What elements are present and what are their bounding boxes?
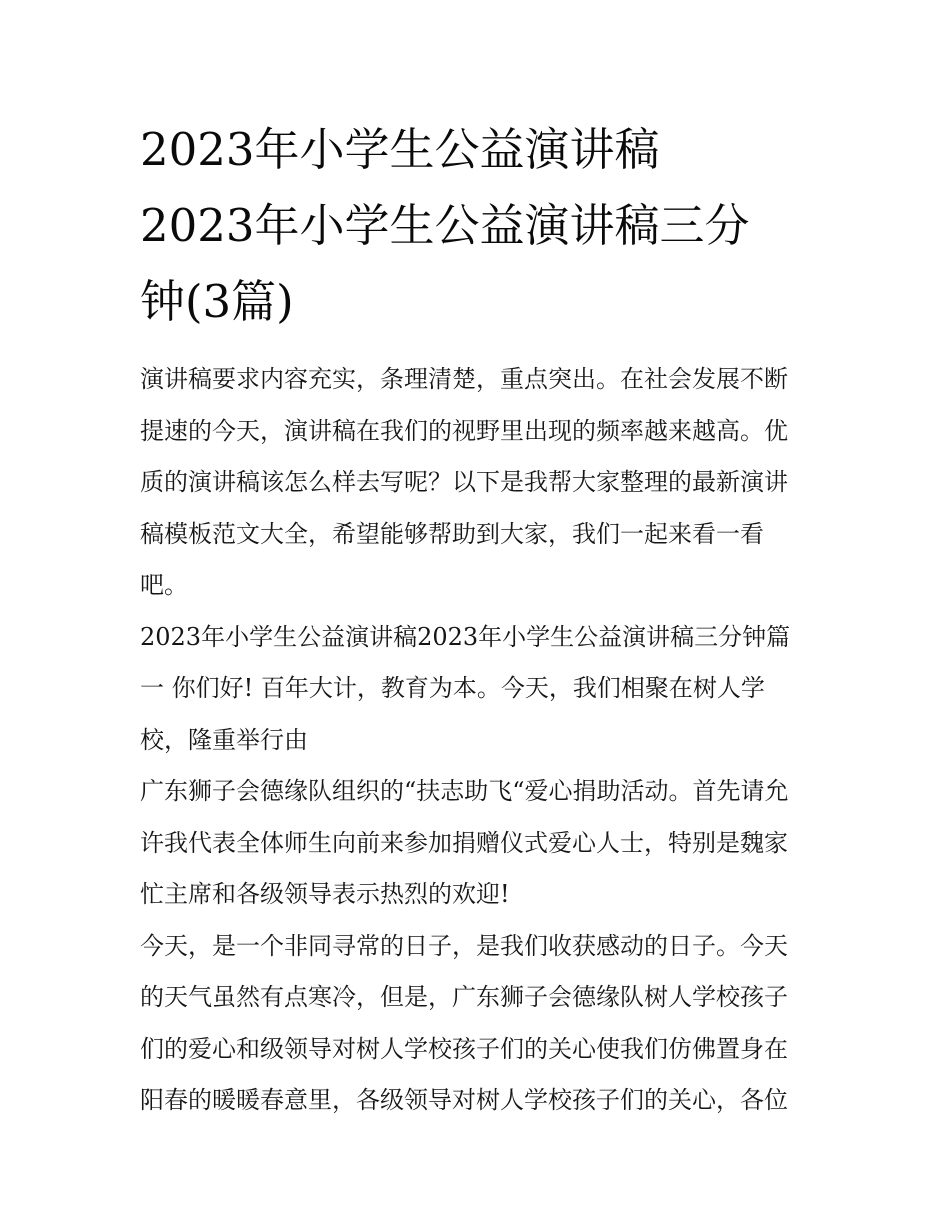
text-line: 校，隆重举行由 bbox=[140, 725, 308, 754]
text-line: 的天气虽然有点寒冷，但是，广东狮子会德缘队树人学校孩子 bbox=[140, 983, 788, 1011]
text-line: 今天，是一个非同寻常的日子，是我们收获感动的日子。今天 bbox=[140, 931, 788, 960]
title-line: 钟(3篇) bbox=[140, 275, 294, 328]
text-line: 广东狮子会德缘队组织的“扶志助飞“爱心捐助活动。首先请允 bbox=[140, 777, 789, 805]
welcome-paragraph bbox=[140, 766, 820, 921]
text-line: 一 你们好! 百年大计，教育为本。今天，我们相聚在树人学 bbox=[140, 674, 765, 702]
text-line: 吧。 bbox=[140, 571, 188, 599]
text-line: 提速的今天，演讲稿在我们的视野里出现的频率越来越高。优 bbox=[140, 416, 788, 445]
document-body bbox=[140, 354, 820, 1127]
text-line: 许我代表全体师生向前来参加捐赠仪式爱心人士，特别是魏家 bbox=[140, 828, 788, 857]
document-title bbox=[140, 112, 820, 340]
intro-paragraph bbox=[140, 354, 820, 612]
text-line: 阳春的暖暖春意里，各级领导对树人学校孩子们的关心，各位 bbox=[140, 1086, 788, 1114]
title-line: 2023年小学生公益演讲稿 bbox=[140, 123, 660, 176]
document-page bbox=[140, 112, 820, 1127]
text-line: 演讲稿要求内容充实，条理清楚，重点突出。在社会发展不断 bbox=[140, 365, 788, 393]
text-line: 质的演讲稿该怎么样去写呢？以下是我帮大家整理的最新演讲 bbox=[140, 468, 788, 496]
speech-heading-paragraph bbox=[140, 612, 820, 767]
text-line: 稿模板范文大全，希望能够帮助到大家，我们一起来看一看 bbox=[140, 519, 764, 548]
text-line: 忙主席和各级领导表示热烈的欢迎! bbox=[140, 880, 510, 908]
today-paragraph bbox=[140, 921, 820, 1127]
title-line: 2023年小学生公益演讲稿三分 bbox=[140, 199, 750, 252]
text-line: 2023年小学生公益演讲稿2023年小学生公益演讲稿三分钟篇 bbox=[140, 622, 791, 651]
text-line: 们的爱心和级领导对树人学校孩子们的关心使我们仿佛置身在 bbox=[140, 1034, 788, 1063]
